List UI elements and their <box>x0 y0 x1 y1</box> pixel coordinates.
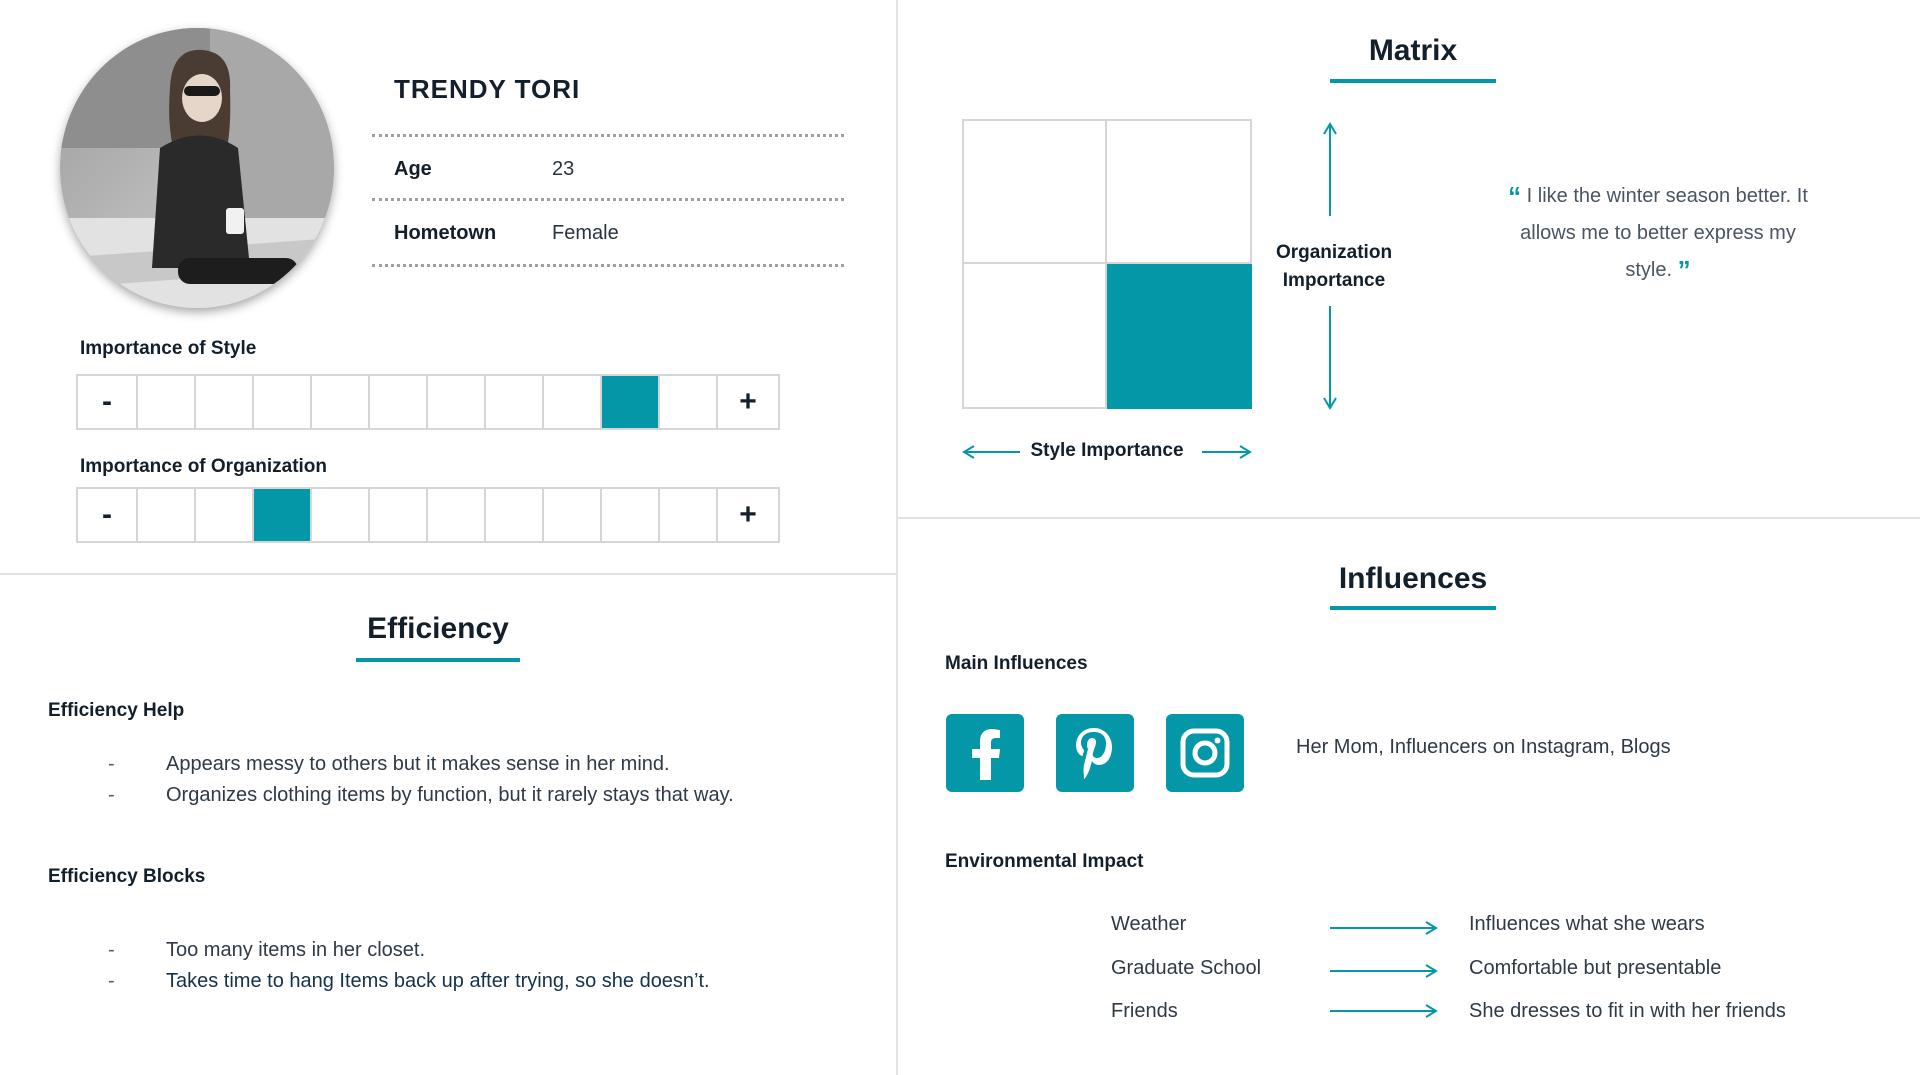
organization-scale-title: Importance of Organization <box>80 456 328 477</box>
matrix-quadrant-bottom-left <box>964 264 1107 407</box>
hometown-label: Hometown <box>394 222 497 244</box>
open-quote-mark: “ <box>1508 181 1522 211</box>
y-axis-label-line1: Organization <box>1275 242 1393 263</box>
style-segment[interactable] <box>254 376 312 428</box>
dotted-separator <box>372 134 844 137</box>
arrow-right-icon <box>1330 962 1440 980</box>
main-influences-title: Main Influences <box>945 653 1088 674</box>
efficiency-block-item: Takes time to hang Items back up after trying, so she doesn’t. <box>166 970 710 992</box>
organization-decrease-button[interactable]: - <box>78 489 138 541</box>
instagram-icon[interactable] <box>1166 714 1244 792</box>
influences-title: Influences <box>1338 562 1488 595</box>
style-segment[interactable] <box>660 376 718 428</box>
style-segment[interactable] <box>370 376 428 428</box>
facebook-icon[interactable] <box>946 714 1024 792</box>
matrix-title: Matrix <box>1368 34 1458 67</box>
efficiency-title-underline <box>356 658 520 662</box>
x-axis-label: Style Importance <box>1030 440 1184 461</box>
style-segment[interactable] <box>544 376 602 428</box>
style-segment[interactable] <box>428 376 486 428</box>
organization-segment[interactable] <box>370 489 428 541</box>
quote-text: I like the winter season better. It allows me to better express my style. <box>1520 185 1808 281</box>
style-segment[interactable] <box>138 376 196 428</box>
y-axis-label <box>1254 242 1414 292</box>
matrix-title-underline <box>1330 79 1496 83</box>
matrix-quadrant-bottom-right-highlighted <box>1107 264 1252 409</box>
organization-increase-button[interactable]: + <box>718 489 778 541</box>
env-effect: Influences what she wears <box>1469 913 1705 935</box>
age-value: 23 <box>552 158 575 180</box>
dotted-separator <box>372 198 844 201</box>
age-label: Age <box>394 158 432 180</box>
organization-segment-selected[interactable] <box>254 489 312 541</box>
bullet-dash: - <box>108 970 115 992</box>
bullet-dash: - <box>108 753 115 775</box>
matrix-quadrant-top-right <box>1107 121 1250 264</box>
environmental-impact-title: Environmental Impact <box>945 851 1144 872</box>
dotted-separator <box>372 264 844 267</box>
organization-segment[interactable] <box>486 489 544 541</box>
persona-quote <box>1508 178 1808 289</box>
style-segment-selected[interactable] <box>602 376 660 428</box>
bullet-dash: - <box>108 939 115 961</box>
efficiency-block-item: Too many items in her closet. <box>166 939 425 961</box>
style-increase-button[interactable]: + <box>718 376 778 428</box>
main-influences-text: Her Mom, Influencers on Instagram, Blogs <box>1296 736 1671 758</box>
env-effect: Comfortable but presentable <box>1469 957 1722 979</box>
left-horizontal-divider <box>0 573 897 575</box>
organization-segment[interactable] <box>428 489 486 541</box>
efficiency-help-item: Appears messy to others but it makes sense in her mind. <box>166 753 670 775</box>
style-segment[interactable] <box>312 376 370 428</box>
arrow-right-icon <box>1330 919 1440 937</box>
hometown-value: Female <box>552 222 619 244</box>
style-decrease-button[interactable]: - <box>78 376 138 428</box>
bullet-dash: - <box>108 784 115 806</box>
style-segment[interactable] <box>486 376 544 428</box>
organization-segment[interactable] <box>660 489 718 541</box>
env-factor: Graduate School <box>1111 957 1262 979</box>
close-quote-mark: ” <box>1677 255 1691 285</box>
style-scale-title: Importance of Style <box>80 338 257 359</box>
organization-scale <box>76 487 780 543</box>
organization-segment[interactable] <box>544 489 602 541</box>
efficiency-help-title: Efficiency Help <box>48 700 185 721</box>
right-horizontal-divider <box>898 517 1920 519</box>
env-factor: Friends <box>1111 1000 1178 1022</box>
persona-name: TRENDY TORI <box>394 74 581 104</box>
organization-segment[interactable] <box>196 489 254 541</box>
style-segment[interactable] <box>196 376 254 428</box>
avatar <box>60 28 334 308</box>
organization-segment[interactable] <box>602 489 660 541</box>
pinterest-icon[interactable] <box>1056 714 1134 792</box>
env-factor: Weather <box>1111 913 1187 935</box>
arrow-right-icon <box>1330 1002 1440 1020</box>
style-scale <box>76 374 780 430</box>
y-axis-label-line2: Importance <box>1282 270 1386 291</box>
efficiency-blocks-title: Efficiency Blocks <box>48 866 206 887</box>
organization-segment[interactable] <box>312 489 370 541</box>
matrix-quadrant-top-left <box>964 121 1107 264</box>
env-effect: She dresses to fit in with her friends <box>1469 1000 1786 1022</box>
efficiency-help-item: Organizes clothing items by function, but it rarely stays that way. <box>166 784 734 806</box>
efficiency-title: Efficiency <box>367 612 509 645</box>
matrix-grid <box>962 119 1252 409</box>
organization-segment[interactable] <box>138 489 196 541</box>
influences-title-underline <box>1330 606 1496 610</box>
vertical-divider <box>896 0 898 1075</box>
